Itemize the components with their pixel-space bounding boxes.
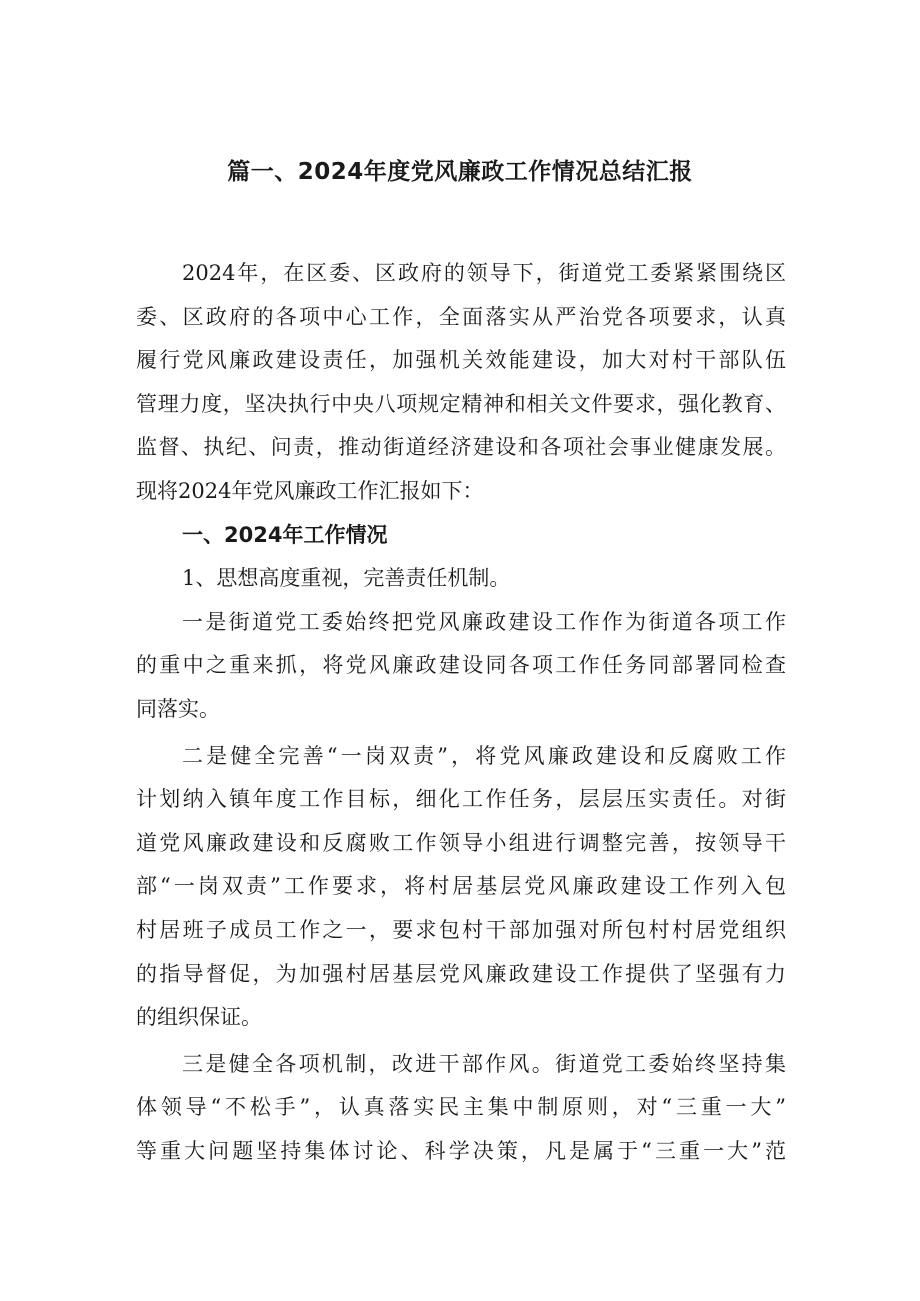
paragraph-line: 村居班子成员工作之一，要求包村干部加强对所包村村居党组织: [136, 917, 786, 942]
document-title: 篇一、2024年度党风廉政工作情况总结汇报: [227, 159, 693, 185]
paragraph-line: 二是健全完善“一岗双责”，将党风廉政建设和反腐败工作: [182, 743, 786, 768]
paragraph-line: 管理力度，坚决执行中央八项规定精神和相关文件要求，强化教育、: [136, 391, 786, 416]
subsection-heading: 1、思想高度重视，完善责任机制。: [182, 566, 511, 591]
paragraph-line: 同落实。: [136, 696, 220, 721]
paragraph-line: 一是街道党工委始终把党风廉政建设工作作为街道各项工作: [182, 609, 786, 634]
paragraph-line: 的组织保证。: [136, 1005, 262, 1030]
section-heading: 一、2024年工作情况: [182, 522, 388, 547]
paragraph-line: 等重大问题坚持集体讨论、科学决策，凡是属于“三重一大”范: [136, 1138, 786, 1163]
paragraph-line: 道党风廉政建设和反腐败工作领导小组进行调整完善，按领导干: [136, 830, 786, 855]
paragraph-line: 履行党风廉政建设责任，加强机关效能建设，加大对村干部队伍: [136, 348, 786, 373]
paragraph-line: 现将2024年党风廉政工作汇报如下：: [136, 478, 484, 503]
paragraph-line: 计划纳入镇年度工作目标，细化工作任务，层层压实责任。对街: [136, 787, 786, 812]
paragraph-line: 体领导“不松手”，认真落实民主集中制原则，对“三重一大”: [136, 1095, 786, 1120]
paragraph-line: 2024年，在区委、区政府的领导下，街道党工委紧紧围绕区: [182, 261, 786, 285]
paragraph-line: 的指导督促，为加强村居基层党风廉政建设工作提供了坚强有力: [136, 961, 786, 986]
paragraph-line: 委、区政府的各项中心工作，全面落实从严治党各项要求，认真: [136, 304, 786, 329]
paragraph-line: 部“一岗双责”工作要求，将村居基层党风廉政建设工作列入包: [136, 874, 786, 899]
paragraph-line: 监督、执纪、问责，推动街道经济建设和各项社会事业健康发展。: [136, 435, 786, 460]
paragraph-line: 的重中之重来抓，将党风廉政建设同各项工作任务同部署同检查: [136, 653, 786, 678]
paragraph-line: 三是健全各项机制，改进干部作风。街道党工委始终坚持集: [182, 1051, 786, 1076]
document-body: [136, 252, 786, 1173]
